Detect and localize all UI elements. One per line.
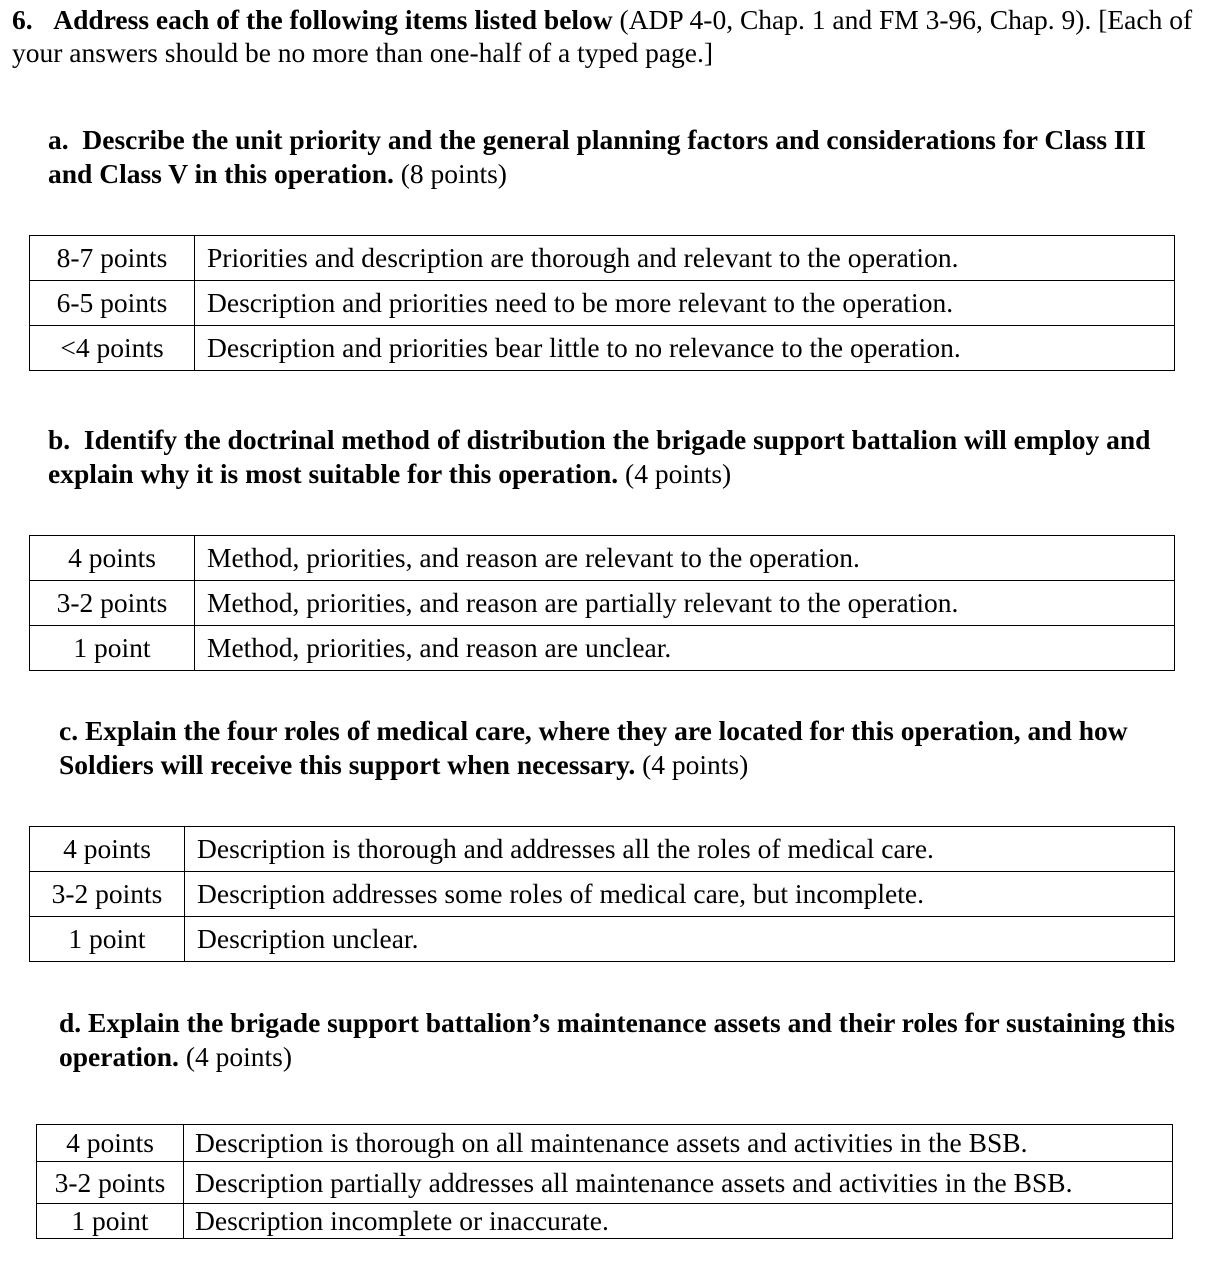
item-b-rubric-table [29, 535, 1175, 671]
question-header [12, 3, 1202, 69]
rubric-description: Method, priorities, and reason are relevant to the operation. [195, 536, 1175, 581]
rubric-description: Method, priorities, and reason are unclear. [195, 626, 1175, 671]
item-d-text: Explain the brigade support battalion’s maintenance assets and their roles for sustaining this operation. [59, 1007, 1175, 1072]
item-a-question [48, 123, 1178, 191]
rubric-description: Method, priorities, and reason are partially relevant to the operation. [195, 581, 1175, 626]
item-d-rubric-table [36, 1124, 1173, 1239]
item-a-letter: a. [48, 124, 69, 155]
rubric-description: Description incomplete or inaccurate. [184, 1204, 1173, 1239]
table-row [30, 872, 1175, 917]
rubric-description: Description and priorities need to be more relevant to the operation. [195, 281, 1175, 326]
rubric-score: 3-2 points [30, 872, 185, 917]
rubric-description: Description addresses some roles of medical care, but incomplete. [185, 872, 1175, 917]
rubric-score: 3-2 points [30, 581, 195, 626]
item-a-text: Describe the unit priority and the general planning factors and considerations for Class III and Class V in this operation. [48, 124, 1146, 189]
rubric-score: 4 points [37, 1125, 184, 1162]
table-row [30, 281, 1175, 326]
table-row [37, 1125, 1173, 1162]
item-c-text: Explain the four roles of medical care, where they are located for this operation, and how Soldiers will receive this support when necessary. [59, 715, 1128, 780]
item-b-question [48, 423, 1178, 491]
rubric-score: <4 points [30, 326, 195, 371]
item-a-points: (8 points) [393, 158, 507, 189]
item-d-letter: d. [59, 1007, 82, 1038]
item-c-question [59, 714, 1189, 782]
item-c-letter: c. [59, 715, 79, 746]
rubric-score: 1 point [30, 626, 195, 671]
table-row [30, 536, 1175, 581]
rubric-description: Description partially addresses all maintenance assets and activities in the BSB. [184, 1162, 1173, 1204]
question-lead: Address each of the following items listed below [53, 4, 613, 35]
table-row [37, 1162, 1173, 1204]
question-number: 6. [12, 4, 33, 35]
question-references: (ADP 4-0, Chap. 1 and FM 3-96, Chap. 9). [Each of your answers should be no more than one-half of a typed page.] [12, 4, 1193, 68]
table-row [30, 236, 1175, 281]
table-row [30, 917, 1175, 962]
item-d-question [59, 1006, 1189, 1074]
rubric-score: 4 points [30, 536, 195, 581]
rubric-description: Description unclear. [185, 917, 1175, 962]
table-row [30, 827, 1175, 872]
table-row [30, 326, 1175, 371]
item-c-points: (4 points) [635, 749, 749, 780]
rubric-score: 1 point [30, 917, 185, 962]
item-d-points: (4 points) [178, 1041, 292, 1072]
rubric-score: 4 points [30, 827, 185, 872]
rubric-description: Description and priorities bear little to no relevance to the operation. [195, 326, 1175, 371]
rubric-description: Description is thorough and addresses all the roles of medical care. [185, 827, 1175, 872]
rubric-score: 1 point [37, 1204, 184, 1239]
rubric-description: Priorities and description are thorough and relevant to the operation. [195, 236, 1175, 281]
rubric-score: 6-5 points [30, 281, 195, 326]
table-row [37, 1204, 1173, 1239]
item-b-letter: b. [48, 424, 71, 455]
item-b-text: Identify the doctrinal method of distribution the brigade support battalion will employ and explain why it is most suitable for this operation. [48, 424, 1151, 489]
table-row [30, 581, 1175, 626]
rubric-description: Description is thorough on all maintenance assets and activities in the BSB. [184, 1125, 1173, 1162]
item-a-rubric-table [29, 235, 1175, 371]
rubric-score: 8-7 points [30, 236, 195, 281]
item-b-points: (4 points) [618, 458, 732, 489]
rubric-score: 3-2 points [37, 1162, 184, 1204]
item-c-rubric-table [29, 826, 1175, 962]
table-row [30, 626, 1175, 671]
